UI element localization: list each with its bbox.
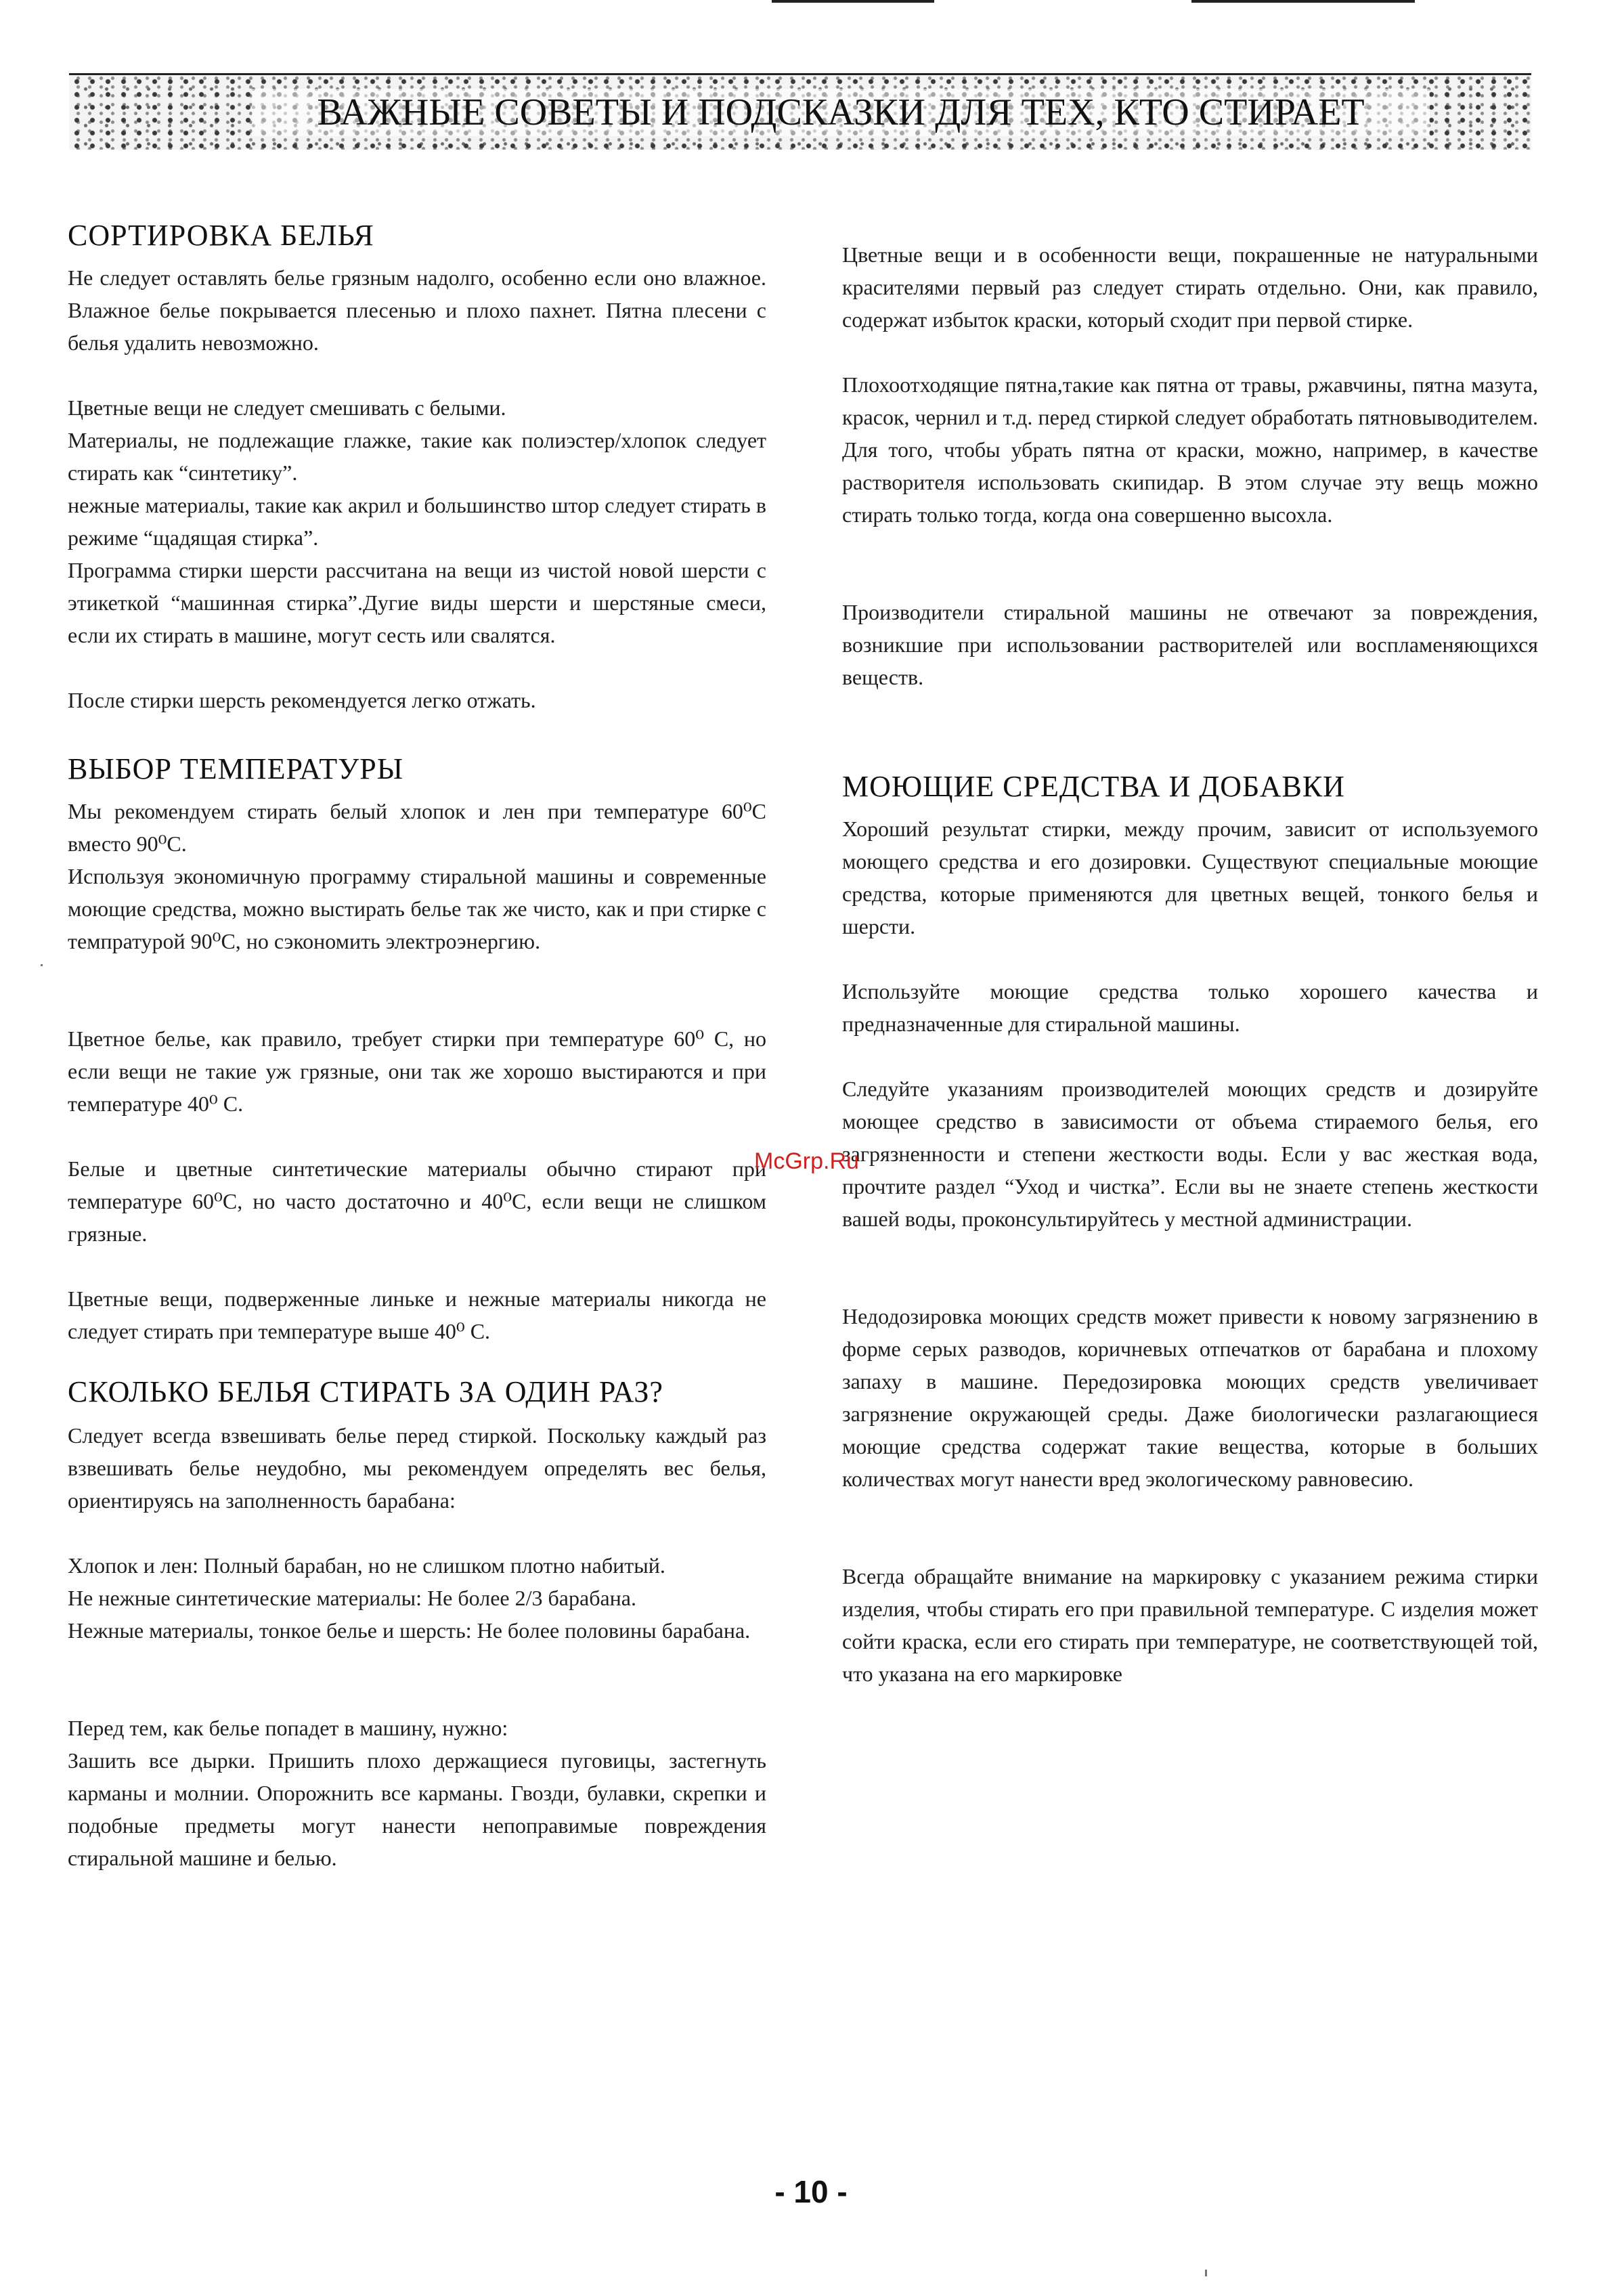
sorting-paragraph-6: После стирки шерсть рекомендуется легко отжать.	[68, 688, 536, 712]
detergents-paragraph-5: Всегда обращайте внимание на маркировку с указанием режима стирки изделия, чтобы стирать его при правильной температуре. С изделия может сойти краска, если его стирать при температуре, не соответствующей той, что указана на его маркировке	[842, 1564, 1538, 1686]
heading-sorting: СОРТИРОВКА БЕЛЬЯ	[68, 219, 374, 252]
watermark: McGrp.Ru	[754, 1148, 859, 1174]
sorting-paragraph-3: Материалы, не подлежащие глажке, такие как полиэстер/хлопок следует стирать как “синтетику”.	[68, 428, 766, 485]
temperature-paragraph-4: Белые и цветные синтетические материалы обычно стирают при температуре 60⁰С, но часто достаточно и 40⁰С, если вещи не слишком грязные.	[68, 1156, 766, 1246]
detergents-paragraph-2: Используйте моющие средства только хорошего качества и предназначенные для стиральной машины.	[842, 979, 1538, 1036]
detergents-paragraph-1: Хороший результат стирки, между прочим, зависит от используемого моющего средства и его дозировки. Существуют специальные моющие средства, которые применяются для цветных вещей, тонкого белья и шерсти.	[842, 817, 1538, 938]
temperature-paragraph-3: Цветное белье, как правило, требует стирки при температуре 60⁰ С, но если вещи не такие уж грязные, они так же хорошо выстираются и при температуре 40⁰ С.	[68, 1026, 766, 1116]
load-paragraph-6: Зашить все дырки. Пришить плохо держащиеся пуговицы, застегнуть карманы и молнии. Опорожнить все карманы. Гвозди, булавки, скрепки и подобные предметы могут нанести непоправимые повреждения стиральной машине и белью.	[68, 1748, 766, 1870]
scan-speck	[1205, 2270, 1207, 2276]
sorting-paragraph-5: Программа стирки шерсти рассчитана на вещи из чистой новой шерсти с этикеткой “машинная стирка”.Дугие виды шерсти и шерстяные смеси, если их стирать в машине, могут сесть или свалятся.	[68, 558, 766, 647]
heading-temperature: ВЫБОР ТЕМПЕРАТУРЫ	[68, 752, 404, 785]
page-number: - 10 -	[774, 2174, 848, 2209]
detergents-paragraph-3: Следуйте указаниям производителей моющих средств и дозируйте моющее средство в зависимости от объема стираемого белья, его загрязненности и степени жесткости воды. Если у вас жесткая вода, прочтите раздел “Уход и чистка”. Если вы не знаете степень жесткости вашей воды, проконсультируйтесь у местной администрации.	[842, 1077, 1538, 1231]
detergents-paragraph-4: Недодозировка моющих средств может привести к новому загрязнению в форме серых разводов, коричневых отпечатков от барабана и плохому запаху в машине. Передозировка моющих средств увеличивает загрязнение окружающей среды. Даже биологически разлагающиеся моющие средства содержат такие вещества, которые в больших количествах могут нанести вред экологическому равновесию.	[842, 1304, 1538, 1491]
colored-paragraph-3: Производители стиральной машины не отвечают за повреждения, возникшие при использовании растворителей или воспламеняющихся веществ.	[842, 600, 1538, 689]
load-paragraph-3: Не нежные синтетические материалы: Не более 2/3 барабана.	[68, 1586, 636, 1610]
sorting-paragraph-2: Цветные вещи не следует смешивать с белыми.	[68, 395, 506, 420]
scan-top-line-2	[1191, 0, 1415, 3]
load-paragraph-1: Следует всегда взвешивать белье перед стиркой. Поскольку каждый раз взвешивать белье неудобно, мы рекомендуем определять вес белья, ориентируясь на заполненность барабана:	[68, 1423, 766, 1513]
sorting-paragraph-4: нежные материалы, такие как акрил и большинство штор следует стирать в режиме “щадящая стирка”.	[68, 493, 766, 550]
sorting-paragraph-1: Не следует оставлять белье грязным надолго, особенно если оно влажное. Влажное белье покрывается плесенью и плохо пахнет. Пятна плесени с белья удалить невозможно.	[68, 265, 766, 355]
load-paragraph-4: Нежные материалы, тонкое белье и шерсть: Не более половины барабана.	[68, 1618, 751, 1643]
scan-top-line-1	[772, 0, 934, 3]
temperature-paragraph-5: Цветные вещи, подверженные линьке и нежные материалы никогда не следует стирать при температуре выше 40⁰ С.	[68, 1286, 766, 1343]
heading-load: СКОЛЬКО БЕЛЬЯ СТИРАТЬ ЗА ОДИН РАЗ?	[68, 1375, 663, 1408]
load-paragraph-5: Перед тем, как белье попадет в машину, нужно:	[68, 1716, 508, 1740]
scan-speck	[41, 964, 43, 966]
heading-detergents: МОЮЩИЕ СРЕДСТВА И ДОБАВКИ	[842, 770, 1345, 803]
header-banner	[69, 73, 1531, 150]
load-paragraph-2: Хлопок и лен: Полный барабан, но не слишком плотно набитый.	[68, 1553, 665, 1578]
temperature-paragraph-1: Мы рекомендуем стирать белый хлопок и лен при температуре 60⁰С вместо 90⁰С.	[68, 799, 766, 856]
temperature-paragraph-2: Используя экономичную программу стиральной машины и современные моющие средства, можно выстирать белье так же чисто, как и при стирке с темпратурой 90⁰С, но сэкономить электроэнергию.	[68, 864, 766, 953]
page-title: ВАЖНЫЕ СОВЕТЫ И ПОДСКАЗКИ ДЛЯ ТЕХ, КТО СТИРАЕТ	[252, 89, 1430, 136]
colored-paragraph-2: Плохоотходящие пятна,такие как пятна от травы, ржавчины, пятна мазута, красок, чернил и т.д. перед стиркой следует обработать пятновыводителем. Для того, чтобы убрать пятна от краски, можно, например, в качестве растворителя использовать скипидар. В этом случае эту вещь можно стирать только тогда, когда она совершенно высохла.	[842, 372, 1538, 527]
colored-paragraph-1: Цветные вещи и в особенности вещи, покрашенные не натуральными красителями первый раз следует стирать отдельно. Они, как правило, содержат избыток краски, который сходит при первой стирке.	[842, 242, 1538, 332]
